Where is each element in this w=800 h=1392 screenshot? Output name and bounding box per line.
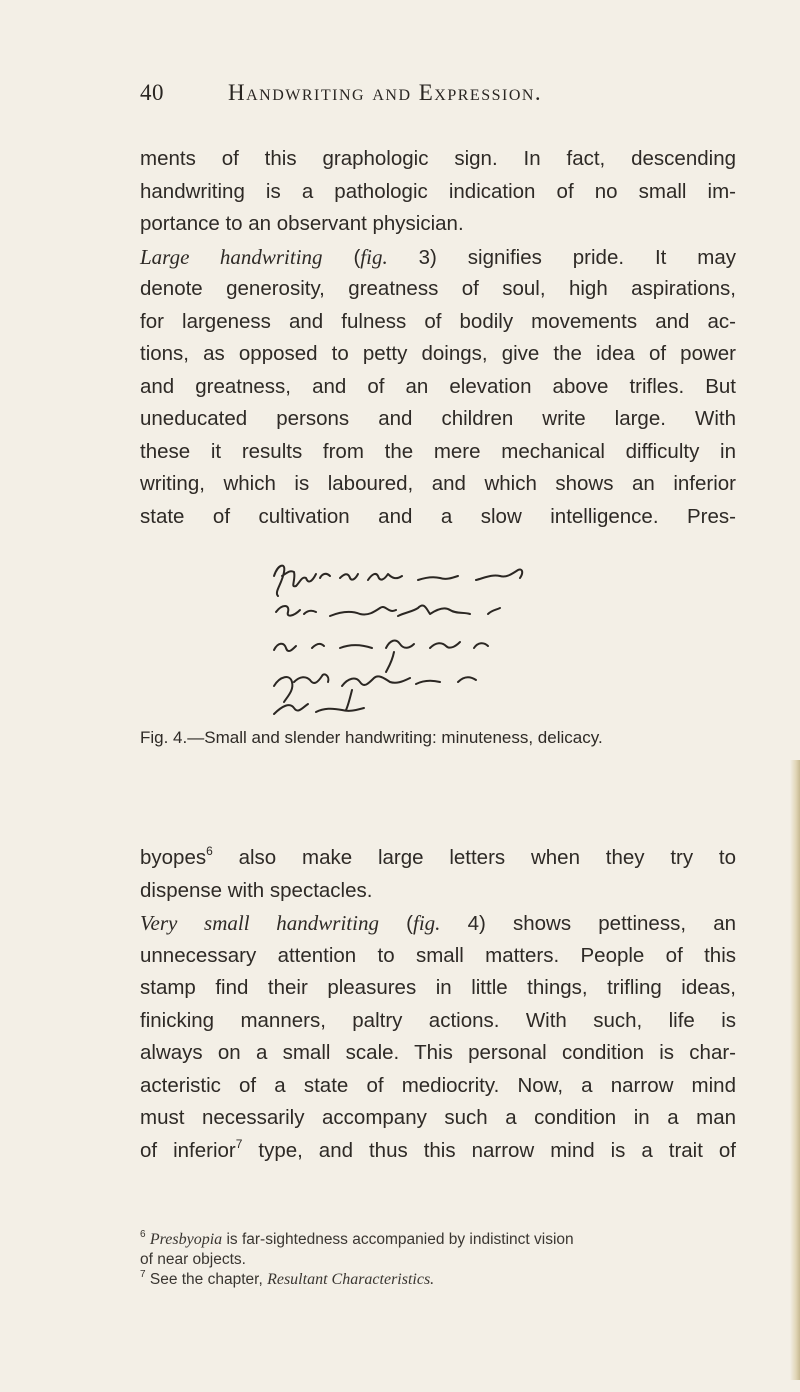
text-line	[140, 241, 736, 274]
text-line	[140, 907, 736, 940]
footnote-7	[140, 1270, 740, 1290]
text-line: unnecessary attention to small matters. People of this	[140, 943, 736, 967]
text-line: ments of this graphologic sign. In fact, descending	[140, 147, 736, 170]
text-line	[140, 842, 736, 875]
italic-term-very-small-handwriting: Very small handwriting	[140, 911, 379, 935]
footnote-6	[140, 1230, 740, 1250]
page-number: 40	[140, 80, 164, 105]
italic-term-large-handwriting: Large handwriting	[140, 244, 323, 269]
text-line: these it results from the mere mechanical difficulty in	[140, 439, 736, 463]
page-header	[140, 80, 740, 110]
text-fragment: of inferior	[140, 1138, 236, 1162]
text-fragment: type, and thus this narrow mind is a trait of	[242, 1138, 736, 1162]
text-line: stamp find their pleasures in little things, trifling ideas,	[140, 976, 736, 999]
text-fragment: 4) shows pettiness, an	[440, 912, 736, 935]
text-line: writing, which is laboured, and which shows an inferior	[140, 472, 736, 495]
footnote-ref-7: 7	[235, 1136, 243, 1151]
text-fragment: 3) signifies pride. It may	[387, 245, 736, 269]
footnote-text: is far-sightedness accompanied by indistinct vision	[222, 1231, 574, 1248]
text-line: always on a small scale. This personal condition is char-	[140, 1041, 736, 1064]
text-fragment: byopes	[140, 846, 207, 869]
text-line: and greatness, and of an elevation above trifles. But	[140, 374, 736, 398]
footnotes	[140, 1230, 740, 1290]
footnote-6-cont: of near objects.	[140, 1251, 246, 1268]
footnote-number: 6	[140, 1229, 146, 1240]
text-line: state of cultivation and a slow intelligence. Pres-	[140, 504, 736, 528]
footnote-number: 7	[140, 1269, 146, 1280]
fig-ref: fig.	[360, 244, 388, 269]
running-head: Handwriting and Expression.	[228, 80, 543, 105]
footnote-text: See the chapter,	[145, 1271, 268, 1288]
paren: (	[378, 912, 413, 935]
text-line: handwriting is a pathologic indication of no small im-	[140, 179, 736, 203]
footnote-term: Presbyopia	[149, 1231, 223, 1248]
text-line	[140, 1135, 736, 1168]
figure-caption: Fig. 4.—Small and slender handwriting: minuteness, delicacy.	[140, 728, 603, 747]
paragraph-1	[140, 143, 736, 533]
text-line: finicking manners, paltry actions. With such, life is	[140, 1008, 736, 1032]
paren: (	[322, 245, 361, 269]
text-line: uneducated persons and children write large. With	[140, 407, 736, 430]
text-line: for largeness and fulness of bodily movements and ac-	[140, 309, 736, 333]
text-line: denote generosity, greatness of soul, high aspirations,	[140, 277, 736, 300]
fig-ref: fig.	[412, 911, 441, 935]
text-line: tions, as opposed to petty doings, give the idea of power	[140, 342, 736, 365]
paragraph-2	[140, 842, 736, 1167]
text-fragment: also make large letters when they try to	[212, 846, 736, 869]
footnote-title: Resultant Characteristics.	[267, 1271, 435, 1288]
text-line: portance to an observant physician.	[140, 212, 464, 235]
footnote-ref-6: 6	[206, 844, 213, 858]
handwriting-specimen-image	[260, 558, 620, 716]
text-line: acteristic of a state of mediocrity. Now, a narrow mind	[140, 1073, 736, 1097]
page-edge-discoloration	[790, 760, 800, 1380]
text-line: must necessarily accompany such a condition in a man	[140, 1106, 736, 1129]
text-line: dispense with spectacles.	[140, 878, 373, 902]
